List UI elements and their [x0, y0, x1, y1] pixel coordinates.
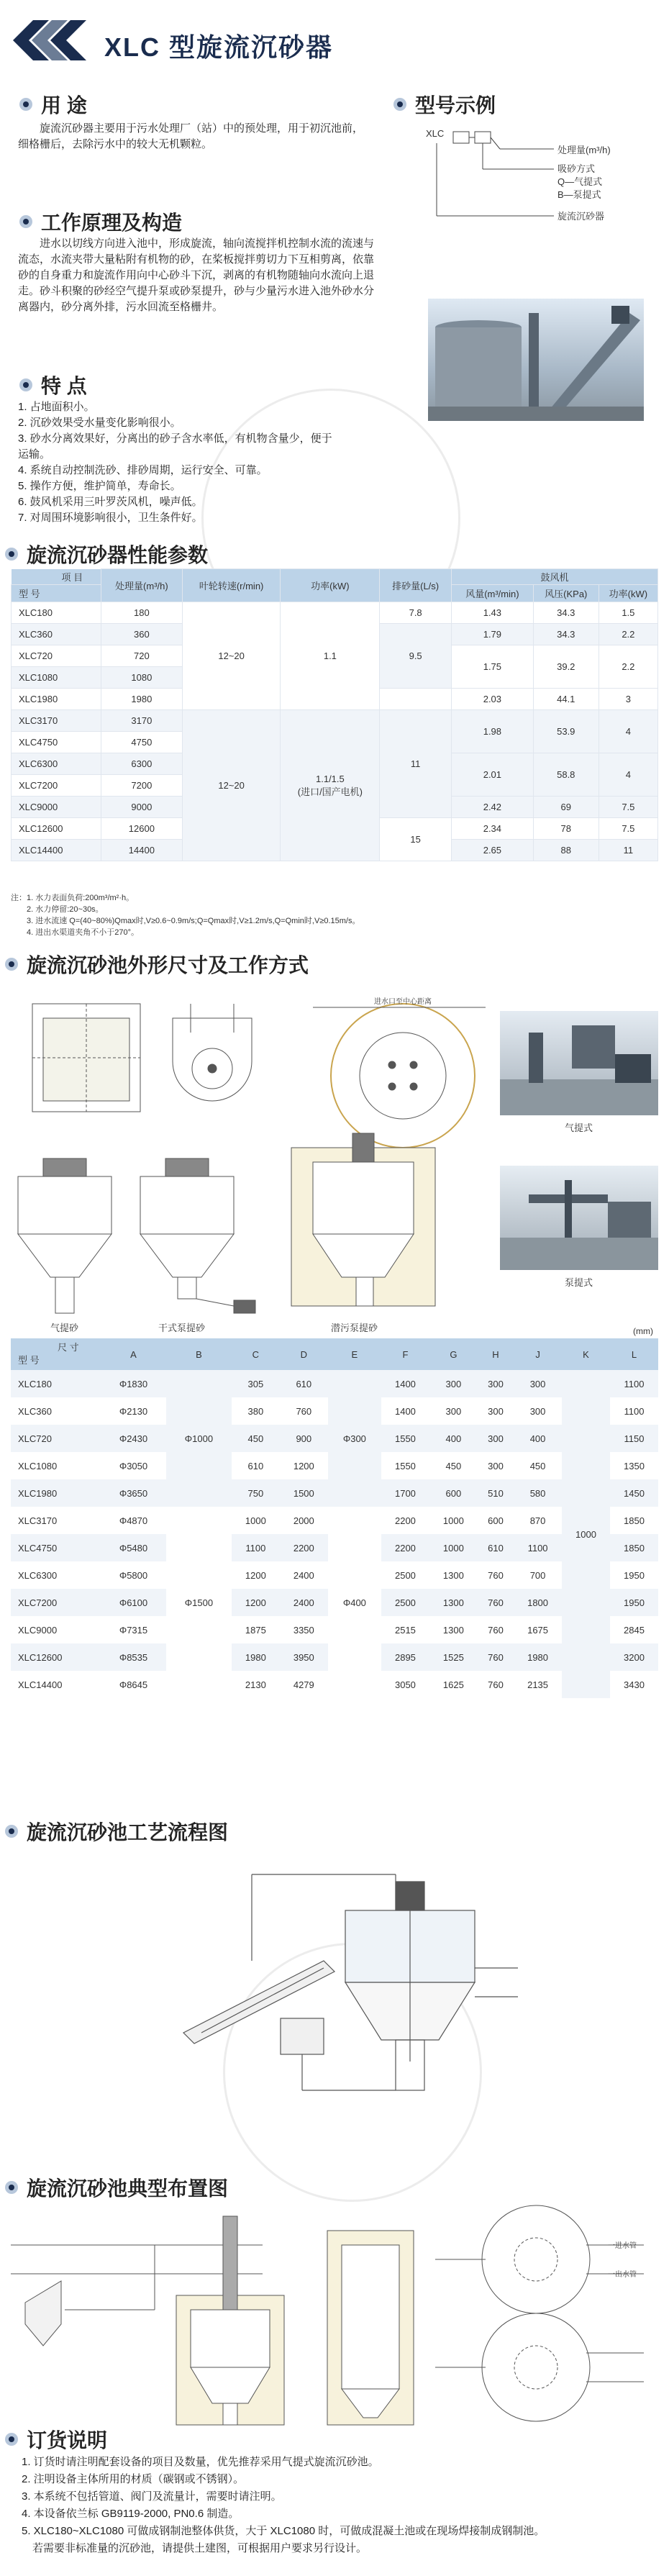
table-head: 型 号 — [12, 585, 101, 602]
section-heading-principle: 工作原理及构造 — [18, 207, 182, 236]
table-row: XLC7200 Φ6100 1200 2400 2500 1300 760 1800 1950 — [11, 1589, 658, 1616]
table-head: G — [429, 1338, 478, 1370]
order-item: 5. XLC180~XLC1080 可做成钢制池整体供货，大于 XLC1080 时，可做成混凝土池或在现场焊接制成钢制池。 — [22, 2525, 545, 2537]
table-row: XLC6300 Φ5800 1200 2400 2500 1300 760 700 1950 — [18, 1569, 645, 1581]
table-head: K — [562, 1338, 610, 1370]
performance-table — [11, 568, 658, 861]
caption-air-lift: 气提砂 — [50, 1323, 79, 1333]
table-row: XLC1980 Φ3650 750 1500 1700 600 510 580 1450 — [11, 1479, 658, 1507]
table-head: 尺 寸 型 号 — [11, 1338, 101, 1370]
table-row: XLC360 360 9.5 1.79 34.3 2.2 — [12, 624, 658, 645]
table-row: XLC4750 Φ5480 1100 2200 2200 1000 610 1100 1850 — [11, 1534, 658, 1561]
section-heading-model: 型号示例 — [392, 90, 496, 119]
outlet-label: 一出水管 — [608, 2271, 637, 2279]
feature-item: 7. 对周围环境影响很小，卫生条件好。 — [18, 512, 203, 524]
model-label-suction: 吸砂方式 Q—气提式 B—泵提式 — [558, 163, 603, 200]
equipment-photo — [428, 299, 644, 421]
table-head: 项 目 — [12, 569, 101, 585]
order-item: 若需要非标准量的沉砂池，请提供土建图，可根据用户要求另行设计。 — [22, 2542, 368, 2554]
section-bullet-icon — [392, 96, 408, 112]
table-head: 功率(kW) — [599, 585, 657, 602]
table-row: XLC12600 Φ8535 1980 3950 2895 1525 760 1980 3200 — [11, 1643, 658, 1671]
table-head: 处理量(m³/h) — [101, 569, 183, 602]
table-row: XLC6300 6300 2.01 58.8 4 — [12, 753, 658, 775]
model-label-flow: 处理量(m³/h) — [558, 145, 611, 155]
table-head: 功率(kW) — [281, 569, 380, 602]
section-heading-flow: 旋流沉砂池工艺流程图 — [4, 1817, 228, 1846]
section-bullet-icon — [4, 956, 19, 972]
feature-item: 4. 系统自动控制洗砂、排砂周期，运行安全、可靠。 — [18, 464, 268, 476]
photo-air-lift — [500, 1011, 658, 1115]
table-row: XLC9000 9000 2.42 69 7.5 — [12, 797, 658, 818]
page-title: XLC 型旋流沉砂器 — [104, 32, 334, 62]
order-item: 2. 注明设备主体所用的材质（碳钢或不锈钢）。 — [22, 2473, 245, 2485]
table-head: E — [328, 1338, 381, 1370]
table-row: XLC3170 Φ4870 Φ1500 1000 2000 Φ400 2200 1000 600 870 1850 — [18, 1515, 645, 1608]
table-head: C — [232, 1338, 280, 1370]
caption-dry-pump: 干式泵提砂 — [158, 1323, 206, 1333]
section-heading-usage: 用 途 — [18, 90, 87, 119]
usage-text: 旋流沉砂器主要用于污水处理厂（站）中的预处理，用于初沉池前，细格栅后，去除污水中的较大无机颗粒。 — [18, 122, 364, 150]
table-row: XLC4750 4750 — [12, 732, 658, 753]
process-flow-diagram — [180, 1853, 583, 2112]
table-head: A — [101, 1338, 166, 1370]
table-row: XLC3170 3170 12~20 1.1/1.5 (进口/国产电机) 11 1.98 53.9 4 — [12, 710, 658, 732]
inlet-label: 一进水管 — [608, 2242, 637, 2250]
table-head: J — [514, 1338, 562, 1370]
table-head: 鼓风机 — [451, 569, 657, 585]
order-item: 1. 订货时请注明配套设备的项目及数量，优先推荐采用气提式旋流沉砂池。 — [22, 2456, 379, 2468]
feature-item: 1. 占地面积小。 — [18, 401, 95, 413]
section-bullet-icon — [18, 96, 34, 112]
table-head: 排砂量(L/s) — [380, 569, 452, 602]
section-bullet-icon — [18, 214, 34, 230]
section-bullet-icon — [18, 377, 34, 393]
dimension-table — [11, 1338, 658, 1698]
table-head: 风压(KPa) — [533, 585, 599, 602]
table-head: H — [478, 1338, 514, 1370]
table-row: XLC14400 14400 2.65 88 11 — [12, 840, 658, 861]
table-row: XLC720 Φ2430 450 900 1550 400 300 400 1150 — [11, 1425, 658, 1452]
features-list — [18, 399, 342, 526]
model-prefix: XLC — [426, 128, 445, 139]
section-bullet-icon — [4, 2180, 19, 2195]
section-heading-layout: 旋流沉砂池典型布置图 — [4, 2173, 228, 2202]
feature-item: 5. 操作方便，维护简单，寿命长。 — [18, 480, 181, 492]
model-code-diagram — [421, 126, 658, 234]
table-row: XLC360 Φ2130 380 760 1400 300 300 300 1100 — [18, 1405, 645, 1417]
photo-pump-lift — [500, 1166, 658, 1270]
table-row: XLC12600 12600 15 2.34 78 7.5 — [12, 818, 658, 840]
order-notes-list — [22, 2454, 655, 2557]
unit-label: (mm) — [633, 1326, 653, 1336]
dimension-drawings — [11, 989, 486, 1320]
section-heading-dimensions: 旋流沉砂池外形尺寸及工作方式 — [4, 950, 309, 979]
feature-item: 6. 鼓风机采用三叶罗茨风机，噪声低。 — [18, 496, 203, 508]
table-row: XLC9000 Φ7315 1875 3350 2515 1300 760 1675 2845 — [18, 1624, 645, 1636]
table-row: XLC1980 1980 2.03 44.1 3 — [12, 689, 658, 710]
table-row: XLC7200 7200 — [12, 775, 658, 797]
order-item: 4. 本设备依兰标 GB9119-2000, PN0.6 制造。 — [22, 2508, 240, 2520]
table-head: 风量(m³/min) — [451, 585, 533, 602]
section-heading-features: 特 点 — [18, 371, 87, 399]
table-head: B — [166, 1338, 232, 1370]
performance-notes: 注：1. 水力表面负荷:200m³/m²·h。 2. 水力停留:20~30s。 3. 进水流速 Q=(40~80%)Qmax时,V≥0.6~0.9m/s;Q=Qmax时,V≥1.2m/s,Q=Qmin时,V≥0.15m/s。 4. 进出水渠道夹角不小于270°。 — [11, 894, 360, 937]
table-row: XLC180 180 12~20 1.1 7.8 1.43 34.3 1.5 — [12, 602, 658, 624]
table-head: L — [610, 1338, 658, 1370]
table-row: XLC1080 1080 — [12, 667, 658, 689]
section-bullet-icon — [4, 2431, 19, 2447]
feature-item: 2. 沉砂效果受水量变化影响很小。 — [18, 417, 181, 429]
layout-diagram — [11, 2202, 658, 2432]
table-head: 叶轮转速(r/min) — [182, 569, 281, 602]
section-heading-performance: 旋流沉砂器性能参数 — [4, 540, 208, 568]
order-item: 3. 本系统不包括管道、阀门及流量计，需要时请注明。 — [22, 2490, 282, 2503]
section-bullet-icon — [4, 1823, 19, 1839]
caption-photo-pump: 泵提式 — [565, 1277, 593, 1288]
logo-icon — [13, 20, 92, 60]
caption-photo-air: 气提式 — [565, 1123, 593, 1133]
table-row: XLC720 720 1.75 39.2 2.2 — [12, 645, 658, 667]
table-head: D — [280, 1338, 328, 1370]
principle-text: 进水以切线方向进入池中，形成旋流，轴向流搅拌机控制水流的流速与流态，水流夹带大量粘附有机物的砂，在桨板搅拌剪切力下互相剪离，依靠砂的自身重力和旋流作用向中心砂斗下沉，剥离的有机物随轴向水流向上退走。砂斗积聚的砂经空气提升泵或砂泵提升，砂与少量污水进入池外砂水分离器内，砂分离外排，污水回流至格栅井。 — [18, 237, 375, 313]
table-row: XLC14400 Φ8645 2130 4279 3050 1625 760 2135 3430 — [18, 1679, 645, 1690]
table-row: XLC180 Φ1830 Φ1000 305 610 Φ300 1400 300 300 300 1000 1100 — [11, 1370, 658, 1397]
table-head: F — [381, 1338, 429, 1370]
plan-note: 进水口至中心距离 — [374, 998, 432, 1006]
section-bullet-icon — [4, 546, 19, 562]
model-label-product: 旋流沉砂器 — [558, 211, 605, 222]
table-row: XLC1080 Φ3050 610 1200 1550 450 300 450 1350 — [18, 1460, 645, 1471]
caption-submersible: 潜污泵提砂 — [331, 1323, 378, 1333]
section-heading-order: 订货说明 — [4, 2425, 107, 2454]
feature-item: 3. 砂水分离效果好，分离出的砂子含水率低，有机物含量少，便于运输。 — [18, 432, 332, 461]
